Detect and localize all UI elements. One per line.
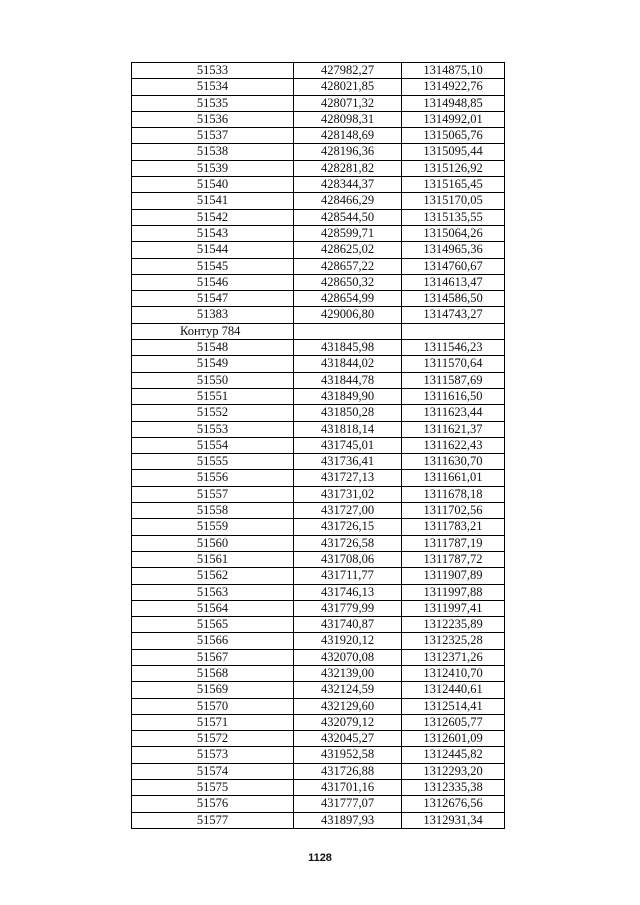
x-coordinate-cell: 427982,27 bbox=[294, 63, 402, 79]
point-number-cell: 51569 bbox=[132, 682, 294, 698]
x-coordinate-cell: 431736,41 bbox=[294, 454, 402, 470]
x-coordinate-cell: 431952,58 bbox=[294, 747, 402, 763]
point-number-cell: 51573 bbox=[132, 747, 294, 763]
x-coordinate-cell: 431726,88 bbox=[294, 763, 402, 779]
x-coordinate-cell: 428650,32 bbox=[294, 274, 402, 290]
y-coordinate-cell: 1311787,72 bbox=[402, 551, 505, 567]
y-coordinate-cell: 1312235,89 bbox=[402, 617, 505, 633]
y-coordinate-cell: 1315170,05 bbox=[402, 193, 505, 209]
y-coordinate-cell: 1314743,27 bbox=[402, 307, 505, 323]
table-row bbox=[132, 763, 505, 779]
point-number-cell: 51571 bbox=[132, 714, 294, 730]
y-coordinate-cell: 1314586,50 bbox=[402, 291, 505, 307]
table-row bbox=[132, 470, 505, 486]
y-coordinate-cell: 1314760,67 bbox=[402, 258, 505, 274]
point-number-cell: 51559 bbox=[132, 519, 294, 535]
x-coordinate-cell: 431849,90 bbox=[294, 388, 402, 404]
table-row bbox=[132, 731, 505, 747]
point-number-cell: 51562 bbox=[132, 568, 294, 584]
x-coordinate-cell: 432124,59 bbox=[294, 682, 402, 698]
point-number-cell: 51538 bbox=[132, 144, 294, 160]
table-row bbox=[132, 714, 505, 730]
x-coordinate-cell: 428098,31 bbox=[294, 111, 402, 127]
point-number-cell: 51543 bbox=[132, 225, 294, 241]
point-number-cell: 51563 bbox=[132, 584, 294, 600]
x-coordinate-cell: 431726,15 bbox=[294, 519, 402, 535]
y-coordinate-cell: 1311787,19 bbox=[402, 535, 505, 551]
y-coordinate-cell: 1312676,56 bbox=[402, 796, 505, 812]
table-row bbox=[132, 421, 505, 437]
x-coordinate-cell: 431777,07 bbox=[294, 796, 402, 812]
y-coordinate-cell: 1311630,70 bbox=[402, 454, 505, 470]
x-coordinate-cell: 428657,22 bbox=[294, 258, 402, 274]
y-coordinate-cell: 1314948,85 bbox=[402, 95, 505, 111]
y-coordinate-cell: 1312440,61 bbox=[402, 682, 505, 698]
table-row bbox=[132, 437, 505, 453]
x-coordinate-cell: 428466,29 bbox=[294, 193, 402, 209]
table-row bbox=[132, 274, 505, 290]
y-coordinate-cell: 1312514,41 bbox=[402, 698, 505, 714]
y-coordinate-cell: 1315064,26 bbox=[402, 225, 505, 241]
point-number-cell: 51557 bbox=[132, 486, 294, 502]
y-coordinate-cell: 1314992,01 bbox=[402, 111, 505, 127]
y-coordinate-cell: 1315095,44 bbox=[402, 144, 505, 160]
point-number-cell: 51533 bbox=[132, 63, 294, 79]
table-row bbox=[132, 258, 505, 274]
table-row bbox=[132, 225, 505, 241]
y-coordinate-cell: 1311546,23 bbox=[402, 340, 505, 356]
point-number-cell: 51553 bbox=[132, 421, 294, 437]
y-coordinate-cell: 1311622,43 bbox=[402, 437, 505, 453]
table-row bbox=[132, 340, 505, 356]
y-coordinate-cell: 1314613,47 bbox=[402, 274, 505, 290]
point-number-cell: 51540 bbox=[132, 177, 294, 193]
table-row bbox=[132, 519, 505, 535]
x-coordinate-cell: 432079,12 bbox=[294, 714, 402, 730]
coordinates-table-body bbox=[132, 63, 505, 829]
point-number-cell: 51556 bbox=[132, 470, 294, 486]
x-coordinate-cell: 432045,27 bbox=[294, 731, 402, 747]
section-label: Контур 784 bbox=[132, 323, 294, 339]
x-coordinate-cell: 428544,50 bbox=[294, 209, 402, 225]
y-coordinate-cell: 1314965,36 bbox=[402, 242, 505, 258]
table-row bbox=[132, 177, 505, 193]
y-coordinate-cell: 1311661,01 bbox=[402, 470, 505, 486]
page-number: 1128 bbox=[308, 852, 332, 864]
x-coordinate-cell: 431844,02 bbox=[294, 356, 402, 372]
x-coordinate-cell: 429006,80 bbox=[294, 307, 402, 323]
table-row bbox=[132, 503, 505, 519]
y-coordinate-cell: 1312601,09 bbox=[402, 731, 505, 747]
x-coordinate-cell: 432070,08 bbox=[294, 649, 402, 665]
y-coordinate-cell: 1311997,41 bbox=[402, 600, 505, 616]
table-row bbox=[132, 747, 505, 763]
table-row bbox=[132, 584, 505, 600]
x-coordinate-cell: 428148,69 bbox=[294, 128, 402, 144]
x-coordinate-cell: 432139,00 bbox=[294, 665, 402, 681]
x-coordinate-cell: 431740,87 bbox=[294, 617, 402, 633]
y-coordinate-cell: 1311997,88 bbox=[402, 584, 505, 600]
table-row bbox=[132, 242, 505, 258]
y-coordinate-cell: 1311623,44 bbox=[402, 405, 505, 421]
x-coordinate-cell: 431897,93 bbox=[294, 812, 402, 828]
point-number-cell: 51542 bbox=[132, 209, 294, 225]
point-number-cell: 51561 bbox=[132, 551, 294, 567]
coordinates-table bbox=[131, 62, 505, 829]
table-row bbox=[132, 812, 505, 828]
point-number-cell: 51566 bbox=[132, 633, 294, 649]
table-row bbox=[132, 486, 505, 502]
table-row bbox=[132, 160, 505, 176]
table-row bbox=[132, 568, 505, 584]
table-row bbox=[132, 291, 505, 307]
section-row bbox=[132, 323, 505, 339]
x-coordinate-cell: 431850,28 bbox=[294, 405, 402, 421]
point-number-cell: 51549 bbox=[132, 356, 294, 372]
point-number-cell: 51567 bbox=[132, 649, 294, 665]
table-row bbox=[132, 111, 505, 127]
empty-cell bbox=[402, 323, 505, 339]
table-row bbox=[132, 682, 505, 698]
y-coordinate-cell: 1311783,21 bbox=[402, 519, 505, 535]
point-number-cell: 51547 bbox=[132, 291, 294, 307]
table-row bbox=[132, 209, 505, 225]
point-number-cell: 51537 bbox=[132, 128, 294, 144]
point-number-cell: 51575 bbox=[132, 780, 294, 796]
point-number-cell: 51568 bbox=[132, 665, 294, 681]
y-coordinate-cell: 1312605,77 bbox=[402, 714, 505, 730]
y-coordinate-cell: 1312445,82 bbox=[402, 747, 505, 763]
x-coordinate-cell: 431920,12 bbox=[294, 633, 402, 649]
y-coordinate-cell: 1311678,18 bbox=[402, 486, 505, 502]
x-coordinate-cell: 431727,13 bbox=[294, 470, 402, 486]
y-coordinate-cell: 1312410,70 bbox=[402, 665, 505, 681]
y-coordinate-cell: 1311621,37 bbox=[402, 421, 505, 437]
x-coordinate-cell: 431745,01 bbox=[294, 437, 402, 453]
point-number-cell: 51383 bbox=[132, 307, 294, 323]
table-row bbox=[132, 551, 505, 567]
x-coordinate-cell: 431711,77 bbox=[294, 568, 402, 584]
point-number-cell: 51546 bbox=[132, 274, 294, 290]
table-row bbox=[132, 388, 505, 404]
y-coordinate-cell: 1315126,92 bbox=[402, 160, 505, 176]
point-number-cell: 51574 bbox=[132, 763, 294, 779]
table-row bbox=[132, 535, 505, 551]
x-coordinate-cell: 428021,85 bbox=[294, 79, 402, 95]
point-number-cell: 51535 bbox=[132, 95, 294, 111]
x-coordinate-cell: 431818,14 bbox=[294, 421, 402, 437]
x-coordinate-cell: 428344,37 bbox=[294, 177, 402, 193]
table-row bbox=[132, 307, 505, 323]
x-coordinate-cell: 431731,02 bbox=[294, 486, 402, 502]
x-coordinate-cell: 428654,99 bbox=[294, 291, 402, 307]
point-number-cell: 51544 bbox=[132, 242, 294, 258]
table-row bbox=[132, 193, 505, 209]
x-coordinate-cell: 431746,13 bbox=[294, 584, 402, 600]
x-coordinate-cell: 428071,32 bbox=[294, 95, 402, 111]
point-number-cell: 51541 bbox=[132, 193, 294, 209]
table-row bbox=[132, 144, 505, 160]
table-row bbox=[132, 405, 505, 421]
table-row bbox=[132, 796, 505, 812]
point-number-cell: 51577 bbox=[132, 812, 294, 828]
point-number-cell: 51545 bbox=[132, 258, 294, 274]
x-coordinate-cell: 428599,71 bbox=[294, 225, 402, 241]
y-coordinate-cell: 1311570,64 bbox=[402, 356, 505, 372]
x-coordinate-cell: 431844,78 bbox=[294, 372, 402, 388]
point-number-cell: 51548 bbox=[132, 340, 294, 356]
point-number-cell: 51564 bbox=[132, 600, 294, 616]
table-row bbox=[132, 356, 505, 372]
table-row bbox=[132, 698, 505, 714]
x-coordinate-cell: 428196,36 bbox=[294, 144, 402, 160]
point-number-cell: 51572 bbox=[132, 731, 294, 747]
y-coordinate-cell: 1312325,28 bbox=[402, 633, 505, 649]
point-number-cell: 51536 bbox=[132, 111, 294, 127]
table-row bbox=[132, 600, 505, 616]
table-row bbox=[132, 63, 505, 79]
y-coordinate-cell: 1314922,76 bbox=[402, 79, 505, 95]
table-row bbox=[132, 454, 505, 470]
point-number-cell: 51554 bbox=[132, 437, 294, 453]
y-coordinate-cell: 1315065,76 bbox=[402, 128, 505, 144]
y-coordinate-cell: 1312293,20 bbox=[402, 763, 505, 779]
y-coordinate-cell: 1311907,89 bbox=[402, 568, 505, 584]
table-row bbox=[132, 649, 505, 665]
x-coordinate-cell: 431779,99 bbox=[294, 600, 402, 616]
table-row bbox=[132, 780, 505, 796]
x-coordinate-cell: 431845,98 bbox=[294, 340, 402, 356]
y-coordinate-cell: 1311616,50 bbox=[402, 388, 505, 404]
point-number-cell: 51539 bbox=[132, 160, 294, 176]
y-coordinate-cell: 1315165,45 bbox=[402, 177, 505, 193]
x-coordinate-cell: 431727,00 bbox=[294, 503, 402, 519]
x-coordinate-cell: 432129,60 bbox=[294, 698, 402, 714]
x-coordinate-cell: 431708,06 bbox=[294, 551, 402, 567]
y-coordinate-cell: 1311587,69 bbox=[402, 372, 505, 388]
table-row bbox=[132, 128, 505, 144]
y-coordinate-cell: 1312371,26 bbox=[402, 649, 505, 665]
y-coordinate-cell: 1311702,56 bbox=[402, 503, 505, 519]
point-number-cell: 51570 bbox=[132, 698, 294, 714]
point-number-cell: 51550 bbox=[132, 372, 294, 388]
y-coordinate-cell: 1315135,55 bbox=[402, 209, 505, 225]
table-row bbox=[132, 372, 505, 388]
empty-cell bbox=[294, 323, 402, 339]
table-row bbox=[132, 79, 505, 95]
point-number-cell: 51560 bbox=[132, 535, 294, 551]
point-number-cell: 51565 bbox=[132, 617, 294, 633]
y-coordinate-cell: 1314875,10 bbox=[402, 63, 505, 79]
point-number-cell: 51534 bbox=[132, 79, 294, 95]
table-row bbox=[132, 665, 505, 681]
table-row bbox=[132, 95, 505, 111]
table-row bbox=[132, 617, 505, 633]
x-coordinate-cell: 428625,02 bbox=[294, 242, 402, 258]
point-number-cell: 51552 bbox=[132, 405, 294, 421]
x-coordinate-cell: 431701,16 bbox=[294, 780, 402, 796]
y-coordinate-cell: 1312335,38 bbox=[402, 780, 505, 796]
point-number-cell: 51576 bbox=[132, 796, 294, 812]
x-coordinate-cell: 428281,82 bbox=[294, 160, 402, 176]
point-number-cell: 51551 bbox=[132, 388, 294, 404]
y-coordinate-cell: 1312931,34 bbox=[402, 812, 505, 828]
point-number-cell: 51558 bbox=[132, 503, 294, 519]
point-number-cell: 51555 bbox=[132, 454, 294, 470]
x-coordinate-cell: 431726,58 bbox=[294, 535, 402, 551]
table-row bbox=[132, 633, 505, 649]
